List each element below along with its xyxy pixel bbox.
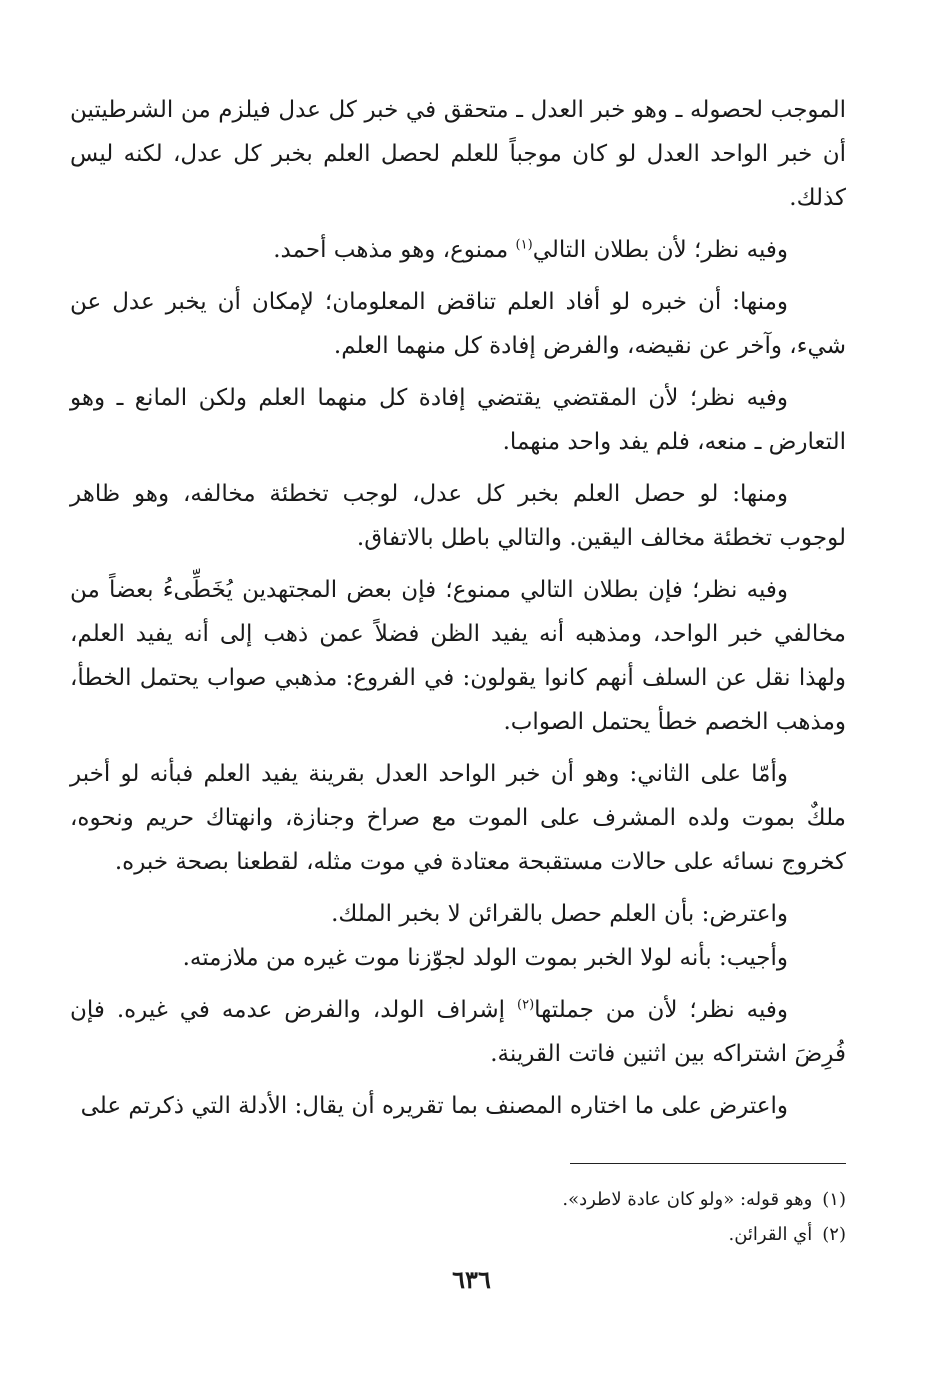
paragraph-5: ومنها: لو حصل العلم بخبر كل عدل، لوجب تخطئة مخالفه، وهو ظاهر لوجوب تخطئة مخالف اليقين. والتالي باطل بالاتفاق. [70, 481, 846, 551]
main-text [70, 88, 846, 1136]
footnote-1 [166, 1182, 846, 1217]
paragraph-7: وأمّا على الثاني: وهو أن خبر الواحد العدل بقرينة يفيد العلم فبأنه لو أخبر ملكٌ بموت ولده المشرف على الموت مع صراخ وجنازة، وانهتاك حريم ونحوه، كخروج نسائه على حالات مستقبحة معتادة في موت مثله، لقطعنا بصحة خبره. [70, 761, 846, 875]
paragraph-2-before: وفيه نظر؛ لأن بطلان التالي [532, 237, 788, 263]
footnote-2-text: أي القرائن. [728, 1224, 813, 1245]
paragraph-9: وأجيب: بأنه لولا الخبر بموت الولد لجوّزنا موت غيره من ملازمته. [182, 945, 788, 971]
paragraph-2-after: ممنوع، وهو مذهب أحمد. [273, 237, 516, 263]
page-number: ٦٣٦ [452, 1265, 491, 1294]
paragraph-11: واعترض على ما اختاره المصنف بما تقريره أن يقال: الأدلة التي ذكرتم على [80, 1093, 788, 1119]
footnote-1-number: (١) [822, 1189, 846, 1210]
paragraph-3: ومنها: أن خبره لو أفاد العلم تناقض المعلومان؛ لإمكان أن يخبر عدل عن شيء، وآخر عن نقيضه، والفرض إفادة كل منهما العلم. [70, 289, 846, 359]
paragraph-10-before: وفيه نظر؛ لأن من جملتها [534, 997, 788, 1023]
footnote-2-number: (٢) [822, 1224, 846, 1245]
footnote-divider [570, 1163, 846, 1164]
paragraph-1: الموجب لحصوله ـ وهو خبر العدل ـ متحقق في خبر كل عدل فيلزم من الشرطيتين أن خبر الواحد العدل لو كان موجباً للعلم لحصل العلم بخبر كل عدل، لكنه ليس كذلك. [70, 97, 846, 211]
footnote-ref-2[interactable]: (٢) [517, 997, 535, 1013]
footnote-ref-1[interactable]: (١) [515, 237, 533, 253]
paragraph-2 [70, 228, 846, 272]
paragraph-8: واعترض: بأن العلم حصل بالقرائن لا بخبر الملك. [331, 901, 788, 927]
paragraph-6: وفيه نظر؛ فإن بطلان التالي ممنوع؛ فإن بعض المجتهدين يُخَطِّىءُ بعضاً من مخالفي خبر الواحد، ومذهبه أنه يفيد الظن فضلاً عمن ذهب إلى أنه يفيد العلم، ولهذا نقل عن السلف أنهم كانوا يقولون: في الفروع: مذهبي صواب يحتمل الخطأ، ومذهب الخصم خطأ يحتمل الصواب. [70, 577, 846, 735]
paragraph-10 [70, 988, 846, 1076]
paragraph-4: وفيه نظر؛ لأن المقتضي يقتضي إفادة كل منهما العلم ولكن المانع ـ وهو التعارض ـ منعه، فلم يفد واحد منهما. [70, 385, 846, 455]
footnote-2 [166, 1217, 846, 1252]
footnotes [166, 1182, 846, 1252]
paragraph-10-after: إشراف الولد، والفرض عدمه في غيره. فإن فُرِضَ اشتراكه بين اثنين فاتت القرينة. [70, 997, 846, 1067]
footnote-1-text: وهو قوله: «ولو كان عادة لاطرد». [562, 1189, 813, 1210]
